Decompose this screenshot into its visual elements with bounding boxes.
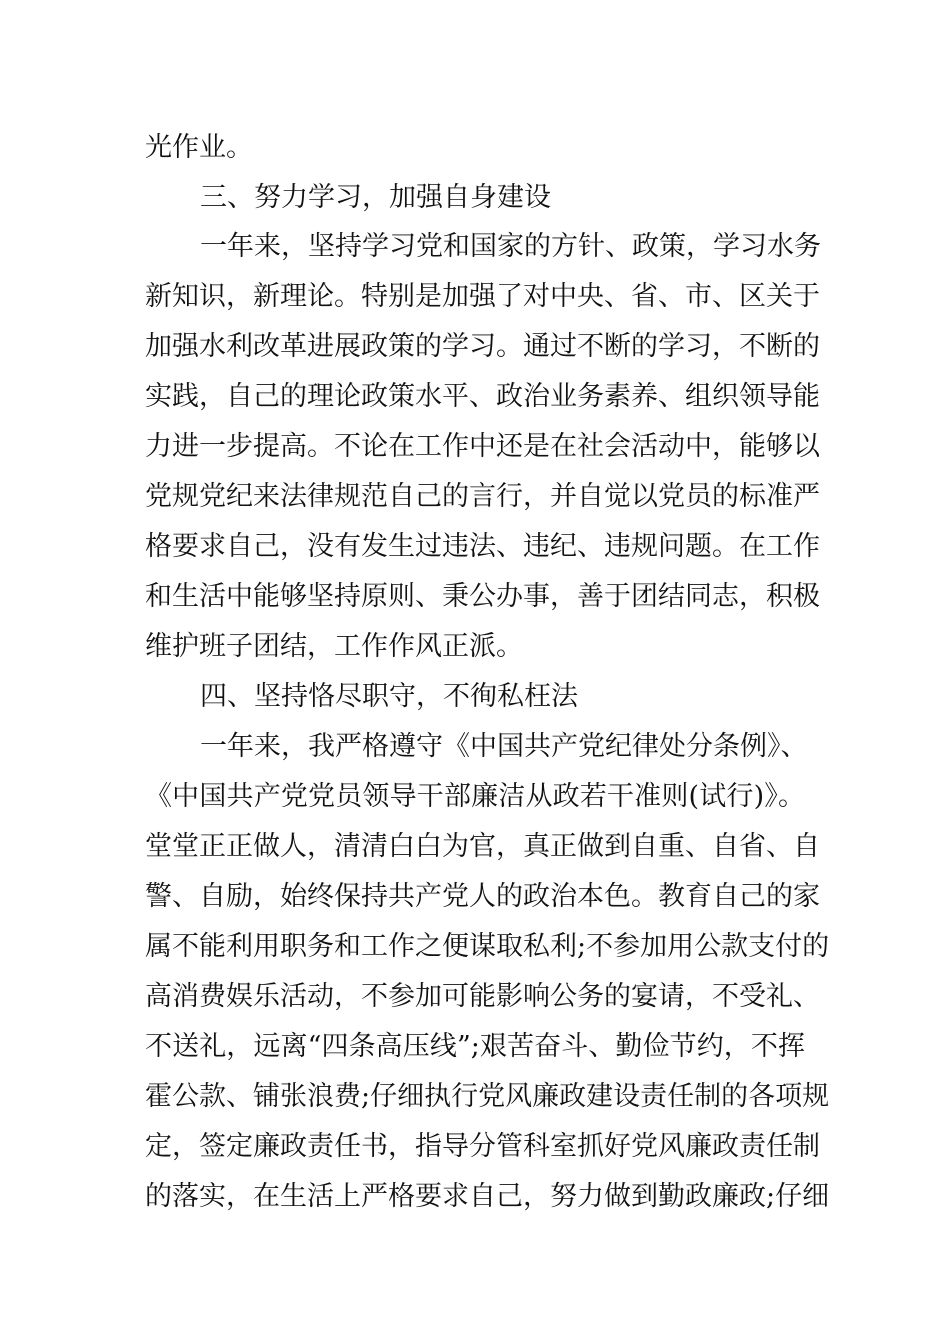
paragraph-line: 维护班子团结，工作作风正派。 xyxy=(145,631,523,662)
paragraph-line: 定，签定廉政责任书，指导分管科室抓好党风廉政责任制 xyxy=(145,1131,820,1162)
paragraph-line: 《中国共产党党员领导干部廉洁从政若干准则(试行)》。 xyxy=(145,781,805,812)
paragraph-line: 霍公款、铺张浪费;仔细执行党风廉政建设责任制的各项规 xyxy=(145,1081,830,1112)
paragraph-line: 高消费娱乐活动，不参加可能影响公务的宴请，不受礼、 xyxy=(145,981,820,1012)
paragraph-line: 的落实，在生活上严格要求自己，努力做到勤政廉政;仔细 xyxy=(145,1181,830,1212)
paragraph-line: 格要求自己，没有发生过违法、违纪、违规问题。在工作 xyxy=(145,531,820,562)
paragraph-line: 力进一步提高。不论在工作中还是在社会活动中，能够以 xyxy=(145,431,820,462)
paragraph-line: 党规党纪来法律规范自己的言行，并自觉以党员的标准严 xyxy=(145,481,820,512)
section-heading-3: 三、努力学习，加强自身建设 xyxy=(200,182,551,213)
paragraph-line: 加强水利改革进展政策的学习。通过不断的学习，不断的 xyxy=(145,331,820,362)
paragraph-line: 一年来，我严格遵守《中国共产党纪律处分条例》、 xyxy=(200,731,808,762)
paragraph-line: 堂堂正正做人，清清白白为官，真正做到自重、自省、自 xyxy=(145,831,820,862)
paragraph-line: 警、自励，始终保持共产党人的政治本色。教育自己的家 xyxy=(145,881,820,912)
paragraph-line: 一年来，坚持学习党和国家的方针、政策，学习水务 xyxy=(200,231,821,262)
section-heading-4: 四、坚持恪尽职守，不徇私枉法 xyxy=(200,681,578,712)
paragraph-line: 光作业。 xyxy=(145,132,253,163)
paragraph-line: 属不能利用职务和工作之便谋取私利;不参加用公款支付的 xyxy=(145,931,830,962)
paragraph-line: 不送礼，远离“四条高压线”;艰苦奋斗、勤俭节约，不挥 xyxy=(145,1031,805,1062)
paragraph-line: 新知识，新理论。特别是加强了对中央、省、市、区关于 xyxy=(145,281,820,312)
paragraph-line: 和生活中能够坚持原则、秉公办事，善于团结同志，积极 xyxy=(145,581,820,612)
paragraph-line: 实践，自己的理论政策水平、政治业务素养、组织领导能 xyxy=(145,381,820,412)
